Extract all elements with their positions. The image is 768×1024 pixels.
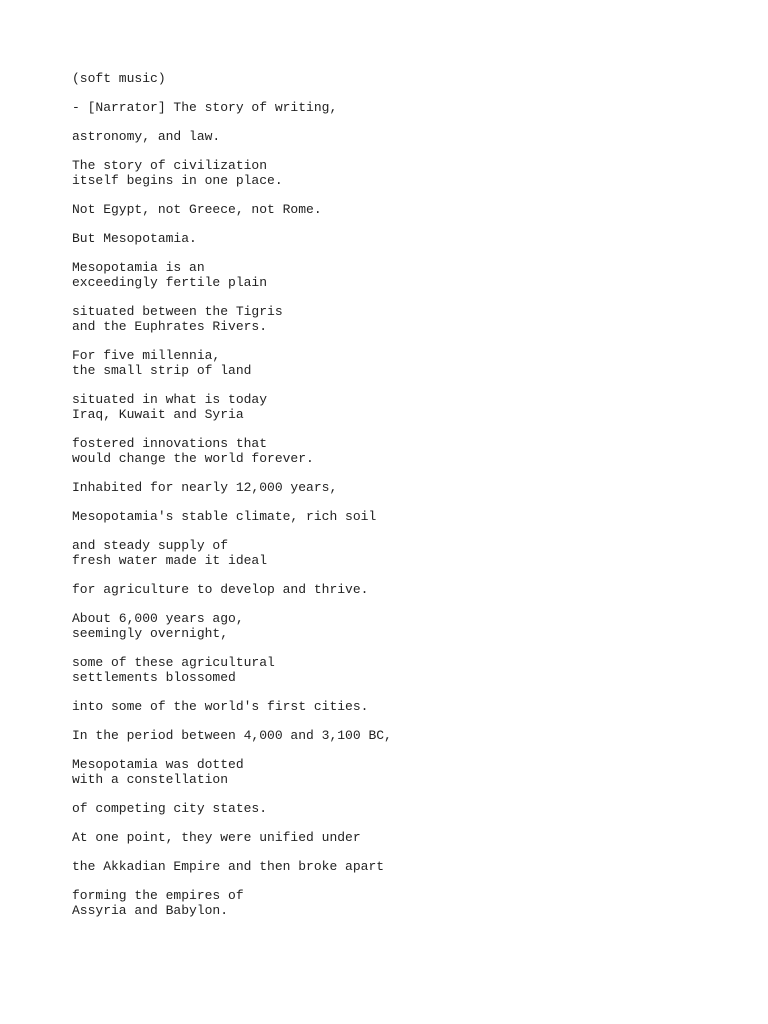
transcript-paragraph — [72, 582, 712, 597]
transcript-line: would change the world forever. — [72, 451, 314, 466]
transcript-paragraph — [72, 436, 712, 466]
transcript-paragraph — [72, 655, 712, 685]
transcript-line: Mesopotamia's stable climate, rich soil — [72, 509, 377, 524]
transcript-paragraph — [72, 611, 712, 641]
transcript-line: - [Narrator] The story of writing, — [72, 100, 338, 115]
transcript-line: the small strip of land — [72, 363, 252, 378]
transcript-paragraph — [72, 859, 712, 874]
transcript-paragraph — [72, 304, 712, 334]
transcript-paragraph — [72, 480, 712, 495]
transcript-line: About 6,000 years ago, — [72, 611, 244, 626]
transcript-paragraph — [72, 888, 712, 918]
transcript-line: itself begins in one place. — [72, 173, 283, 188]
transcript-line: exceedingly fertile plain — [72, 275, 268, 290]
transcript-paragraph — [72, 100, 712, 115]
transcript-line: situated between the Tigris — [72, 304, 283, 319]
transcript-paragraph — [72, 757, 712, 787]
transcript-paragraph — [72, 158, 712, 188]
transcript-line: forming the empires of — [72, 888, 244, 903]
transcript-paragraph — [72, 71, 712, 86]
transcript-paragraph — [72, 509, 712, 524]
transcript-line: seemingly overnight, — [72, 626, 229, 641]
transcript-paragraph — [72, 728, 712, 743]
transcript-line: In the period between 4,000 and 3,100 BC, — [72, 728, 392, 743]
transcript-line: Mesopotamia was dotted — [72, 757, 244, 772]
transcript-line: At one point, they were unified under — [72, 830, 361, 845]
transcript-paragraph — [72, 538, 712, 568]
transcript-paragraph — [72, 801, 712, 816]
transcript-paragraph — [72, 830, 712, 845]
transcript-line: But Mesopotamia. — [72, 231, 197, 246]
transcript-line: (soft music) — [72, 71, 166, 86]
transcript-line: astronomy, and law. — [72, 129, 221, 144]
transcript-line: some of these agricultural — [72, 655, 275, 670]
transcript-line: Iraq, Kuwait and Syria — [72, 407, 244, 422]
transcript-line: with a constellation — [72, 772, 229, 787]
transcript-line: Mesopotamia is an — [72, 260, 205, 275]
transcript-paragraph — [72, 202, 712, 217]
transcript-line: situated in what is today — [72, 392, 268, 407]
transcript-paragraph — [72, 392, 712, 422]
transcript-line: the Akkadian Empire and then broke apart — [72, 859, 385, 874]
transcript-line: fostered innovations that — [72, 436, 268, 451]
transcript-line: settlements blossomed — [72, 670, 236, 685]
transcript-paragraph — [72, 699, 712, 714]
transcript-page — [72, 71, 712, 932]
transcript-paragraph — [72, 129, 712, 144]
transcript-line: For five millennia, — [72, 348, 221, 363]
transcript-line: Assyria and Babylon. — [72, 903, 229, 918]
transcript-line: for agriculture to develop and thrive. — [72, 582, 369, 597]
transcript-paragraph — [72, 231, 712, 246]
transcript-line: of competing city states. — [72, 801, 268, 816]
transcript-line: into some of the world's first cities. — [72, 699, 369, 714]
transcript-line: The story of civilization — [72, 158, 268, 173]
transcript-line: Inhabited for nearly 12,000 years, — [72, 480, 338, 495]
transcript-paragraph — [72, 348, 712, 378]
transcript-line: fresh water made it ideal — [72, 553, 268, 568]
transcript-line: Not Egypt, not Greece, not Rome. — [72, 202, 322, 217]
transcript-line: and the Euphrates Rivers. — [72, 319, 268, 334]
transcript-paragraph — [72, 260, 712, 290]
transcript-line: and steady supply of — [72, 538, 229, 553]
